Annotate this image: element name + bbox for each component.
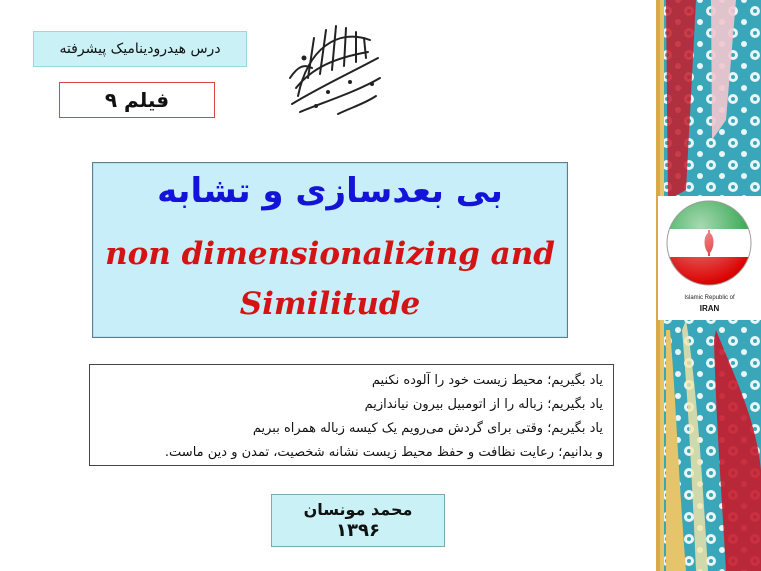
flag-caption-top: Islamic Republic of xyxy=(684,295,735,301)
title-english xyxy=(93,229,567,329)
film-badge xyxy=(59,82,215,118)
slogan-line: یاد بگیریم؛ وقتی برای گردش می‌رویم یک کیسه زباله همراه ببریم xyxy=(252,421,603,436)
bismillah-calligraphy-icon xyxy=(278,18,390,124)
author-year: ۱۳۹۶ xyxy=(336,519,380,541)
course-badge xyxy=(33,31,247,67)
author-name: محمد مونسان xyxy=(303,499,413,519)
title-english-line1: non dimensionalizing and xyxy=(105,236,555,272)
slogan-line: و بدانیم؛ رعایت نظافت و حفظ محیط زیست نشانه شخصیت، تمدن و دین ماست. xyxy=(164,445,603,460)
title-persian: بی بعدسازی و تشابه xyxy=(157,171,503,211)
title-box xyxy=(92,162,568,338)
flag-panel xyxy=(658,196,761,320)
slogan-box xyxy=(89,364,614,466)
author-box xyxy=(271,494,445,547)
slogan-line: یاد بگیریم؛ محیط زیست خود را آلوده نکنیم xyxy=(371,373,603,388)
course-label: درس هیدرودینامیک پیشرفته xyxy=(59,41,221,57)
title-english-line2: Similitude xyxy=(239,286,421,322)
flag-caption-bottom: IRAN xyxy=(699,304,720,313)
film-label: فیلم ۹ xyxy=(104,88,170,112)
iran-flag-icon xyxy=(658,196,761,294)
slogan-line: یاد بگیریم؛ زباله را از اتومبیل بیرون نیاندازیم xyxy=(364,397,603,412)
